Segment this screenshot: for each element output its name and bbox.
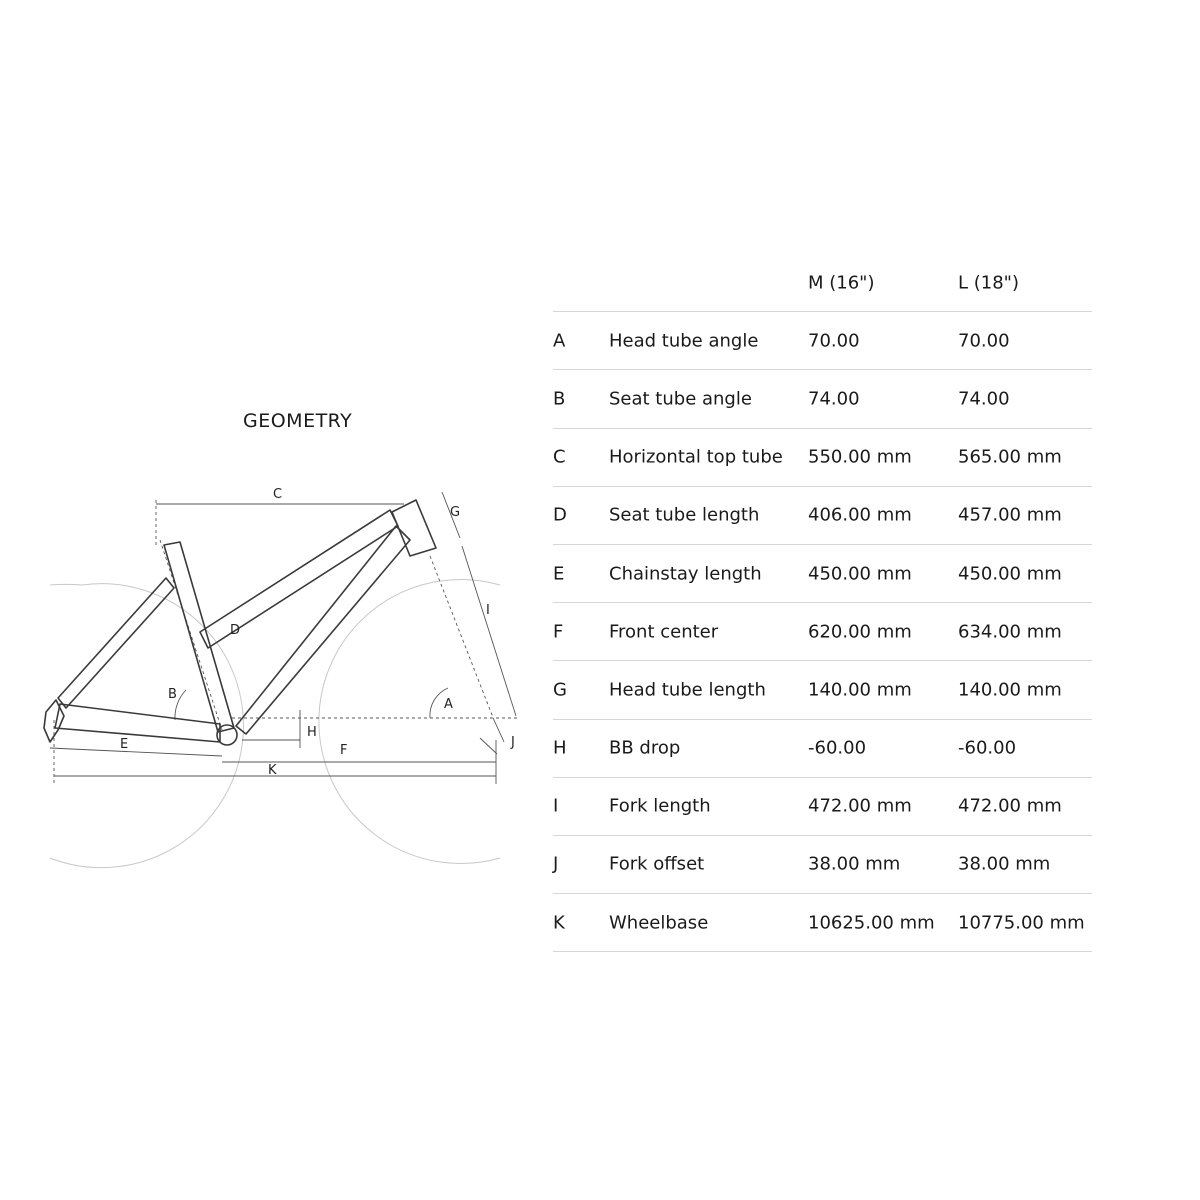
row-letter: C [553, 446, 566, 468]
row-letter: H [553, 737, 567, 759]
row-value-l: 565.00 mm [958, 446, 1062, 468]
geometry-table [553, 254, 1092, 952]
row-name: Seat tube length [609, 504, 760, 526]
table-row [553, 545, 1092, 603]
down-tube [236, 526, 410, 734]
label-f: F [340, 743, 348, 758]
row-name: Head tube angle [609, 330, 759, 352]
table-row [553, 429, 1092, 487]
rear-wheel [50, 584, 243, 868]
table-row [553, 312, 1092, 370]
row-letter: B [553, 388, 566, 410]
row-letter: I [553, 795, 559, 817]
row-letter: D [553, 504, 567, 526]
row-value-l: 10775.00 mm [958, 912, 1085, 934]
front-wheel [319, 579, 500, 863]
row-value-m: 70.00 [808, 330, 860, 352]
row-value-m: 472.00 mm [808, 795, 912, 817]
chain-stay [55, 704, 220, 742]
row-name: Fork offset [609, 853, 705, 875]
row-name: Horizontal top tube [609, 446, 783, 468]
label-e: E [120, 737, 129, 752]
row-value-l: 450.00 mm [958, 563, 1062, 585]
table-row [553, 661, 1092, 719]
row-value-l: 457.00 mm [958, 504, 1062, 526]
seat-tube [164, 542, 234, 732]
label-h: H [307, 725, 317, 740]
head-tube [392, 500, 436, 556]
table-row [553, 603, 1092, 661]
label-b: B [168, 687, 177, 702]
label-d: D [230, 623, 241, 638]
bike-geometry-diagram [0, 0, 600, 900]
table-body [553, 312, 1092, 952]
row-value-m: 450.00 mm [808, 563, 912, 585]
row-value-l: 38.00 mm [958, 853, 1051, 875]
row-value-m: 140.00 mm [808, 679, 912, 701]
row-value-l: 140.00 mm [958, 679, 1062, 701]
row-value-l: 472.00 mm [958, 795, 1062, 817]
table-row [553, 778, 1092, 836]
row-value-l: 70.00 [958, 330, 1010, 352]
table-header-row [553, 254, 1092, 312]
label-a: A [444, 697, 453, 712]
row-letter: A [553, 330, 566, 352]
row-name: Seat tube angle [609, 388, 752, 410]
table-row [553, 487, 1092, 545]
row-value-l: 634.00 mm [958, 621, 1062, 643]
row-name: Fork length [609, 795, 711, 817]
row-letter: F [553, 621, 564, 643]
table-row [553, 836, 1092, 894]
row-letter: E [553, 563, 565, 585]
diagram-labels [120, 487, 515, 778]
row-value-m: 38.00 mm [808, 853, 901, 875]
page-title: GEOMETRY [243, 410, 353, 432]
label-j: J [511, 735, 515, 750]
table-row [553, 894, 1092, 952]
wheels [50, 579, 500, 867]
row-value-m: -60.00 [808, 737, 867, 759]
row-name: Head tube length [609, 679, 766, 701]
row-letter: G [553, 679, 567, 701]
row-letter: J [553, 853, 559, 875]
seat-stay [58, 578, 174, 708]
row-value-m: 550.00 mm [808, 446, 912, 468]
row-value-l: -60.00 [958, 737, 1017, 759]
table-row [553, 370, 1092, 428]
label-c: C [273, 487, 283, 502]
row-value-m: 406.00 mm [808, 504, 912, 526]
row-name: BB drop [609, 737, 681, 759]
table-row [553, 720, 1092, 778]
row-name: Wheelbase [609, 912, 709, 934]
row-letter: K [553, 912, 565, 934]
header-size-m: M (16") [808, 272, 875, 294]
row-value-m: 620.00 mm [808, 621, 912, 643]
label-g: G [450, 505, 461, 520]
label-k: K [268, 763, 277, 778]
row-value-m: 10625.00 mm [808, 912, 935, 934]
row-name: Front center [609, 621, 719, 643]
header-size-l: L (18") [958, 272, 1019, 294]
row-value-l: 74.00 [958, 388, 1010, 410]
row-name: Chainstay length [609, 563, 762, 585]
row-value-m: 74.00 [808, 388, 860, 410]
label-i: I [486, 603, 490, 618]
